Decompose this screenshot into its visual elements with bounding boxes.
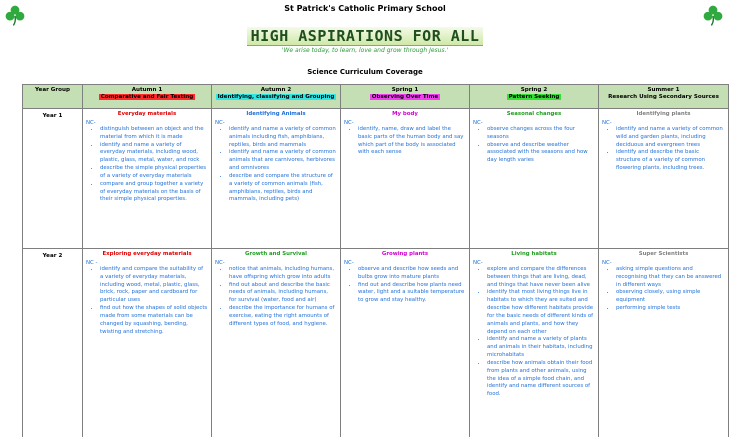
term-label: Summer 1 [647, 87, 680, 93]
list-item: • describe how animals obtain their food from plants and other animals, using the idea of a simple food chain, and identify and name different sources of food. [487, 360, 595, 399]
unit-title: Growth and Survival [244, 251, 307, 257]
objective-list [86, 266, 208, 336]
school-name: St Patrick's Catholic Primary School [284, 4, 446, 13]
table-header-row [23, 85, 729, 109]
unit-title: Exploring everyday materials [102, 251, 192, 257]
nc-label: NC- [344, 120, 354, 126]
unit-title: Growing plants [381, 251, 429, 257]
list-item: • describe the importance for humans of exercise, eating the right amounts of different types of food, and hygiene. [229, 305, 337, 328]
term-label: Spring 2 [520, 87, 548, 93]
term-label: Spring 1 [391, 87, 419, 93]
list-item: • describe the simple physical properties of a variety of everyday materials [100, 165, 208, 181]
unit-cell [83, 249, 212, 437]
document-title: Science Curriculum Coverage [307, 68, 423, 76]
header-summer-1 [599, 85, 729, 109]
objective-list [344, 126, 466, 157]
list-item: • find out and describe how plants need water, light and a suitable temperature to grow and stay healthy. [358, 282, 466, 305]
school-motto: 'We arise today, to learn, love and grow through Jesus.' [281, 47, 449, 54]
list-item: • identify and compare the suitability of a variety of everyday materials, including wood, metal, plastic, glass, brick, rock, paper and cardboard for particular uses [100, 266, 208, 305]
nc-label: NC- [602, 120, 612, 126]
unit-cell [470, 249, 599, 437]
nc-label: NC- [473, 260, 483, 266]
nc-label: NC- [215, 120, 225, 126]
list-item: • identify and name a variety of common animals including fish, amphibians, reptiles, birds and mammals [229, 126, 337, 149]
list-item: • identify and describe the basic structure of a variety of common flowering plants, including trees. [616, 149, 725, 172]
topic-label: Identifying, classifying and Grouping [217, 94, 335, 100]
list-item: • identify and name a variety of common animals that are carnivores, herbivores and omnivores [229, 149, 337, 172]
tagline-text: HIGH ASPIRATIONS FOR ALL [247, 27, 484, 46]
unit-cell [470, 109, 599, 249]
unit-title: Everyday materials [117, 111, 177, 117]
header-year-group: Year Group [23, 85, 83, 109]
nc-label: NC- [602, 260, 612, 266]
unit-title: Seasonal changes [506, 111, 562, 117]
objective-list [344, 266, 466, 305]
unit-title: Identifying plants [636, 111, 691, 117]
tagline-banner [0, 27, 730, 45]
term-label: Autumn 2 [260, 87, 292, 93]
unit-cell [341, 249, 470, 437]
list-item: • observing closely, using simple equipment [616, 289, 725, 305]
list-item: • describe and compare the structure of a variety of common animals (fish, amphibians, reptiles, birds and mammals, including pets) [229, 173, 337, 204]
objective-list [473, 266, 595, 399]
list-item: • performing simple tests [616, 305, 725, 313]
unit-cell [341, 109, 470, 249]
header-autumn-1 [83, 85, 212, 109]
table-row-year-2 [23, 249, 729, 437]
unit-cell [599, 249, 729, 437]
objective-list [602, 126, 725, 173]
list-item: • identify and name a variety of plants and animals in their habitats, including microhabitats [487, 336, 595, 359]
nc-label: NC- [215, 260, 225, 266]
objective-list [602, 266, 725, 313]
year-label: Year 2 [23, 249, 83, 437]
nc-label: NC - [86, 260, 98, 266]
list-item: • distinguish between an object and the material from which it is made [100, 126, 208, 142]
objective-list [215, 266, 337, 329]
unit-cell [212, 249, 341, 437]
header-autumn-2 [212, 85, 341, 109]
unit-cell [599, 109, 729, 249]
list-item: • identify and name a variety of common wild and garden plants, including deciduous and evergreen trees [616, 126, 725, 149]
list-item: • find out about and describe the basic needs of animals, including humans, for survival (water, food and air) [229, 282, 337, 305]
nc-label: NC- [86, 120, 96, 126]
list-item: • observe changes across the four seasons [487, 126, 595, 142]
list-item: • asking simple questions and recognising that they can be answered in different ways [616, 266, 725, 289]
unit-title: My body [392, 111, 418, 117]
objective-list [86, 126, 208, 204]
year-label: Year 1 [23, 109, 83, 249]
topic-label: Observing Over Time [371, 94, 439, 100]
topic-label: Pattern Seeking [508, 94, 560, 100]
unit-title: Super Scientists [638, 251, 689, 257]
term-label: Autumn 1 [131, 87, 163, 93]
nc-label: NC- [473, 120, 483, 126]
header-spring-1 [341, 85, 470, 109]
list-item: • explore and compare the differences between things that are living, dead, and things that have never been alive [487, 266, 595, 289]
list-item: • notice that animals, including humans, have offspring which grow into adults [229, 266, 337, 282]
list-item: • observe and describe weather associated with the seasons and how day length varies [487, 142, 595, 165]
nc-label: NC- [344, 260, 354, 266]
table-row-year-1 [23, 109, 729, 249]
list-item: • compare and group together a variety of everyday materials on the basis of their simple physical properties. [100, 181, 208, 204]
list-item: • identify, name, draw and label the basic parts of the human body and say which part of the body is associated with each sense [358, 126, 466, 157]
topic-label: Comparative and Fair Testing [100, 94, 194, 100]
objective-list [215, 126, 337, 204]
objective-list [473, 126, 595, 165]
unit-cell [83, 109, 212, 249]
curriculum-table [22, 84, 729, 437]
list-item: • find out how the shapes of solid objects made from some materials can be changed by squashing, bending, twisting and stretching. [100, 305, 208, 336]
list-item: • identify that most living things live in habitats to which they are suited and describe how different habitats provide for the basic needs of different kinds of animals and plants, and how they depend on each other [487, 289, 595, 336]
list-item: • observe and describe how seeds and bulbs grow into mature plants [358, 266, 466, 282]
list-item: • identify and name a variety of everyday materials, including wood, plastic, glass, metal, water, and rock [100, 142, 208, 165]
unit-title: Identifying Animals [246, 111, 306, 117]
unit-title: Living habitats [511, 251, 557, 257]
unit-cell [212, 109, 341, 249]
header-spring-2 [470, 85, 599, 109]
topic-label: Research Using Secondary Sources [608, 94, 719, 100]
